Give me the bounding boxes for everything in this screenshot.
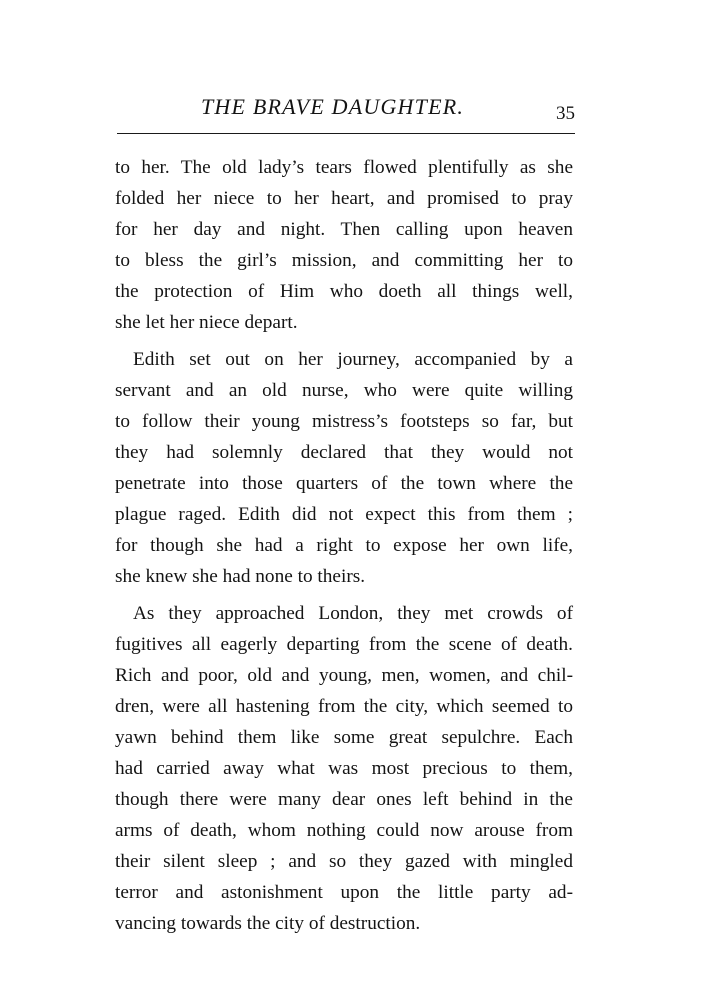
page-number: 35: [556, 103, 575, 124]
text-line: she let her niece depart.: [115, 312, 298, 333]
text-line: Edith set out on her journey, accompanied by a: [133, 349, 573, 370]
text-line: had carried away what was most precious to them,: [115, 758, 573, 779]
body-text: [115, 152, 573, 945]
text-line: penetrate into those quarters of the town where the: [115, 473, 573, 494]
text-line: the protection of Him who doeth all things well,: [115, 281, 573, 302]
text-line: Rich and poor, old and young, men, women, and chil-: [115, 665, 573, 686]
text-line: though there were many dear ones left behind in the: [115, 789, 573, 810]
text-line: vancing towards the city of destruction.: [115, 913, 421, 934]
text-line: they had solemnly declared that they would not: [115, 442, 573, 463]
text-line: for though she had a right to expose her own life,: [115, 535, 573, 556]
running-head: [115, 94, 575, 126]
text-line: folded her niece to her heart, and promised to pray: [115, 188, 573, 209]
running-title: THE BRAVE DAUGHTER.: [201, 94, 465, 119]
text-line: to follow their young mistress’s footsteps so far, but: [115, 411, 573, 432]
paragraph-1: [115, 152, 573, 338]
text-line: servant and an old nurse, who were quite willing: [115, 380, 573, 401]
text-line: their silent sleep ; and so they gazed with mingled: [115, 851, 573, 872]
text-line: fugitives all eagerly departing from the scene of death.: [115, 634, 573, 655]
text-line: As they approached London, they met crowds of: [133, 603, 573, 624]
text-line: yawn behind them like some great sepulchre. Each: [115, 727, 573, 748]
text-line: for her day and night. Then calling upon heaven: [115, 219, 573, 240]
paragraph-3: [115, 598, 573, 939]
text-line: she knew she had none to theirs.: [115, 566, 366, 587]
text-line: dren, were all hastening from the city, which seemed to: [115, 696, 573, 717]
paragraph-2: [115, 344, 573, 592]
header-rule: [117, 133, 575, 134]
text-line: plague raged. Edith did not expect this from them ;: [115, 504, 573, 525]
text-line: arms of death, whom nothing could now arouse from: [115, 820, 573, 841]
text-line: to bless the girl’s mission, and committing her to: [115, 250, 573, 271]
text-line: to her. The old lady’s tears flowed plentifully as she: [115, 157, 573, 178]
text-line: terror and astonishment upon the little party ad-: [115, 882, 573, 903]
